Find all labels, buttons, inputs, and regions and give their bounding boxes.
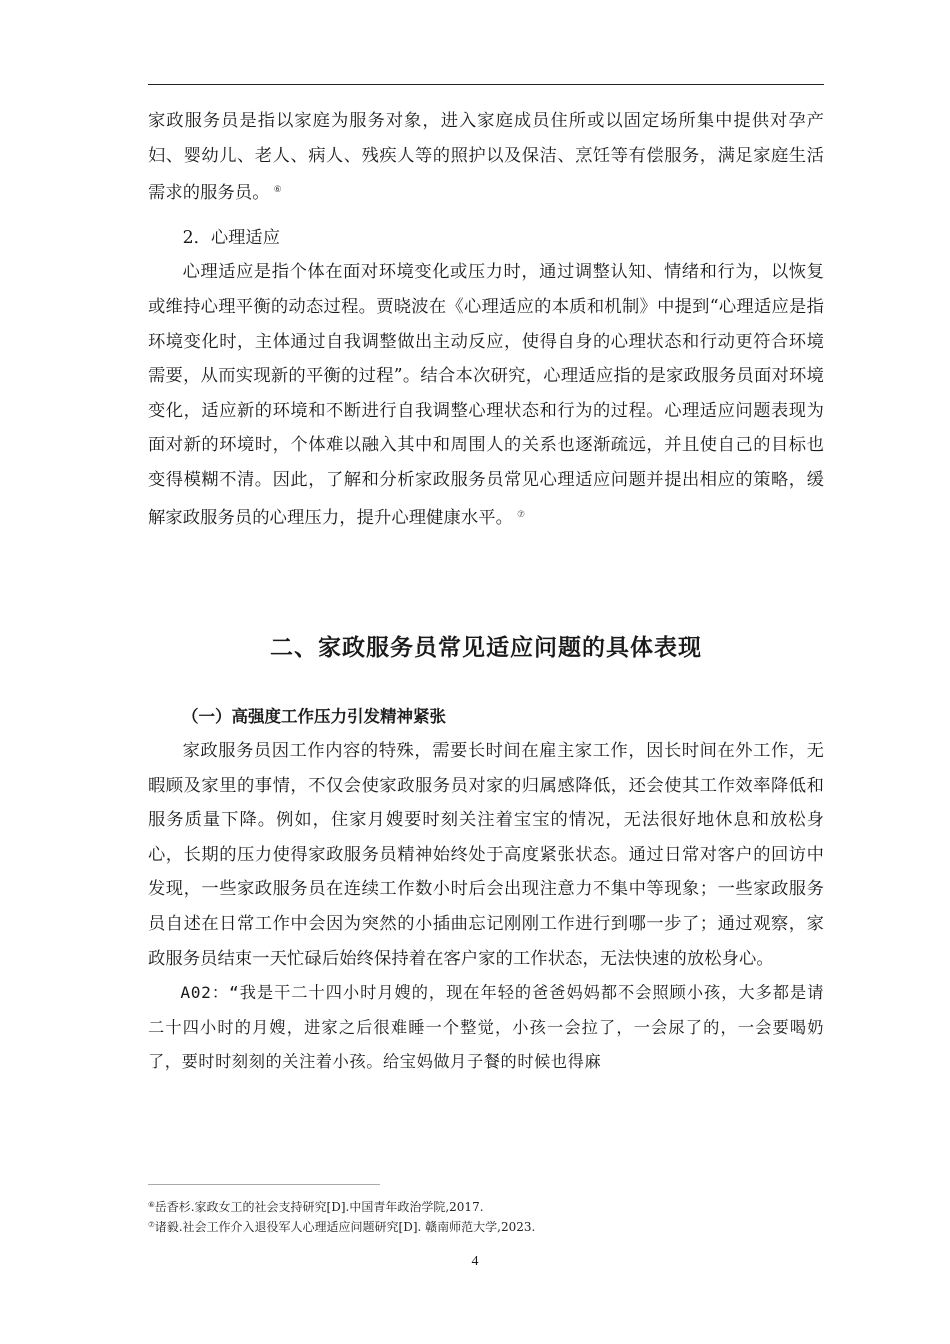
header-rule [148, 84, 824, 85]
footnote-text: 诸毅.社会工作介入退役军人心理适应问题研究[D]. 赣南师范大学,2023. [154, 1220, 536, 1234]
subheading-psychological-adaptation: 2．心理适应 [182, 227, 280, 248]
footnote-item [148, 1216, 824, 1236]
footnote-text: 岳香杉.家政女工的社会支持研究[D].中国青年政治学院,2017. [154, 1200, 484, 1214]
paragraph-work-pressure: 家政服务员因工作内容的特殊，需要长时间在雇主家工作，因长时间在外工作，无暇顾及家里的事情，不仅会使家政服务员对家的归属感降低，还会使其工作效率降低和服务质量下降。例如，住家月嫂要时刻关注着宝宝的情况，无法很好地休息和放松身心，长期的压力使得家政服务员精神始终处于高度紧张状态。通过日常对客户的回访中发现，一些家政服务员在连续工作数小时后会出现注意力不集中等现象；一些家政服务员自述在日常工作中会因为突然的小插曲忘记刚刚工作进行到哪一步了；通过观察，家政服务员结束一天忙碌后始终保持着在客户家的工作状态，无法快速的放松身心。 [148, 741, 824, 969]
paragraph-psychological-adaptation-text: 心理适应是指个体在面对环境变化或压力时，通过调整认知、情绪和行为，以恢复或维持心理平衡的动态过程。贾晓波在《心理适应的本质和机制》中提到“心理适应是指环境变化时，主体通过自我调整做出主动反应，使得自身的心理状态和行动更符合环境需要，从而实现新的平衡的过程”。结合本次研究，心理适应指的是家政服务员面对环境变化，适应新的环境和不断进行自我调整心理状态和行为的过程。心理适应问题表现为面对新的环境时，个体难以融入其中和周围人的关系也逐渐疏远，并且使自己的目标也变得模糊不清。因此，了解和分析家政服务员常见心理适应问题并提出相应的策略，缓解家政服务员的心理压力，提升心理健康水平。 [148, 262, 824, 528]
section-title: （一）高强度工作压力引发精神紧张 [182, 707, 446, 726]
page-number: 4 [471, 1254, 479, 1269]
footnotes [148, 1196, 824, 1236]
footnote-ref-7[interactable]: ⑦ [517, 509, 526, 520]
footnote-rule [148, 1184, 380, 1185]
footnote-mark: ⑥ [148, 1200, 155, 1209]
footnote-item [148, 1196, 824, 1216]
section-body [148, 700, 824, 1080]
footnote-ref-6[interactable]: ⑥ [273, 185, 282, 196]
body-text [148, 104, 824, 535]
paragraph-definition [148, 104, 824, 211]
chapter-title: 二、家政服务员常见适应问题的具体表现 [270, 635, 702, 661]
footnote-mark: ⑦ [148, 1220, 155, 1229]
interview-quote: A02：“我是干二十四小时月嫂的，现在年轻的爸爸妈妈都不会照顾小孩，大多都是请二十四小时的月嫂，进家之后很难睡一个整觉，小孩一会拉了，一会尿了的，一会要喝奶了，要时时刻刻的关注着小孩。给宝妈做月子餐的时候也得麻 [148, 983, 824, 1072]
paragraph-definition-text: 家政服务员是指以家庭为服务对象，进入家庭成员住所或以固定场所集中提供对孕产妇、婴幼儿、老人、病人、残疾人等的照护以及保洁、烹饪等有偿服务，满足家庭生活需求的服务员。 [148, 111, 824, 204]
paragraph-psychological-adaptation [148, 255, 824, 535]
